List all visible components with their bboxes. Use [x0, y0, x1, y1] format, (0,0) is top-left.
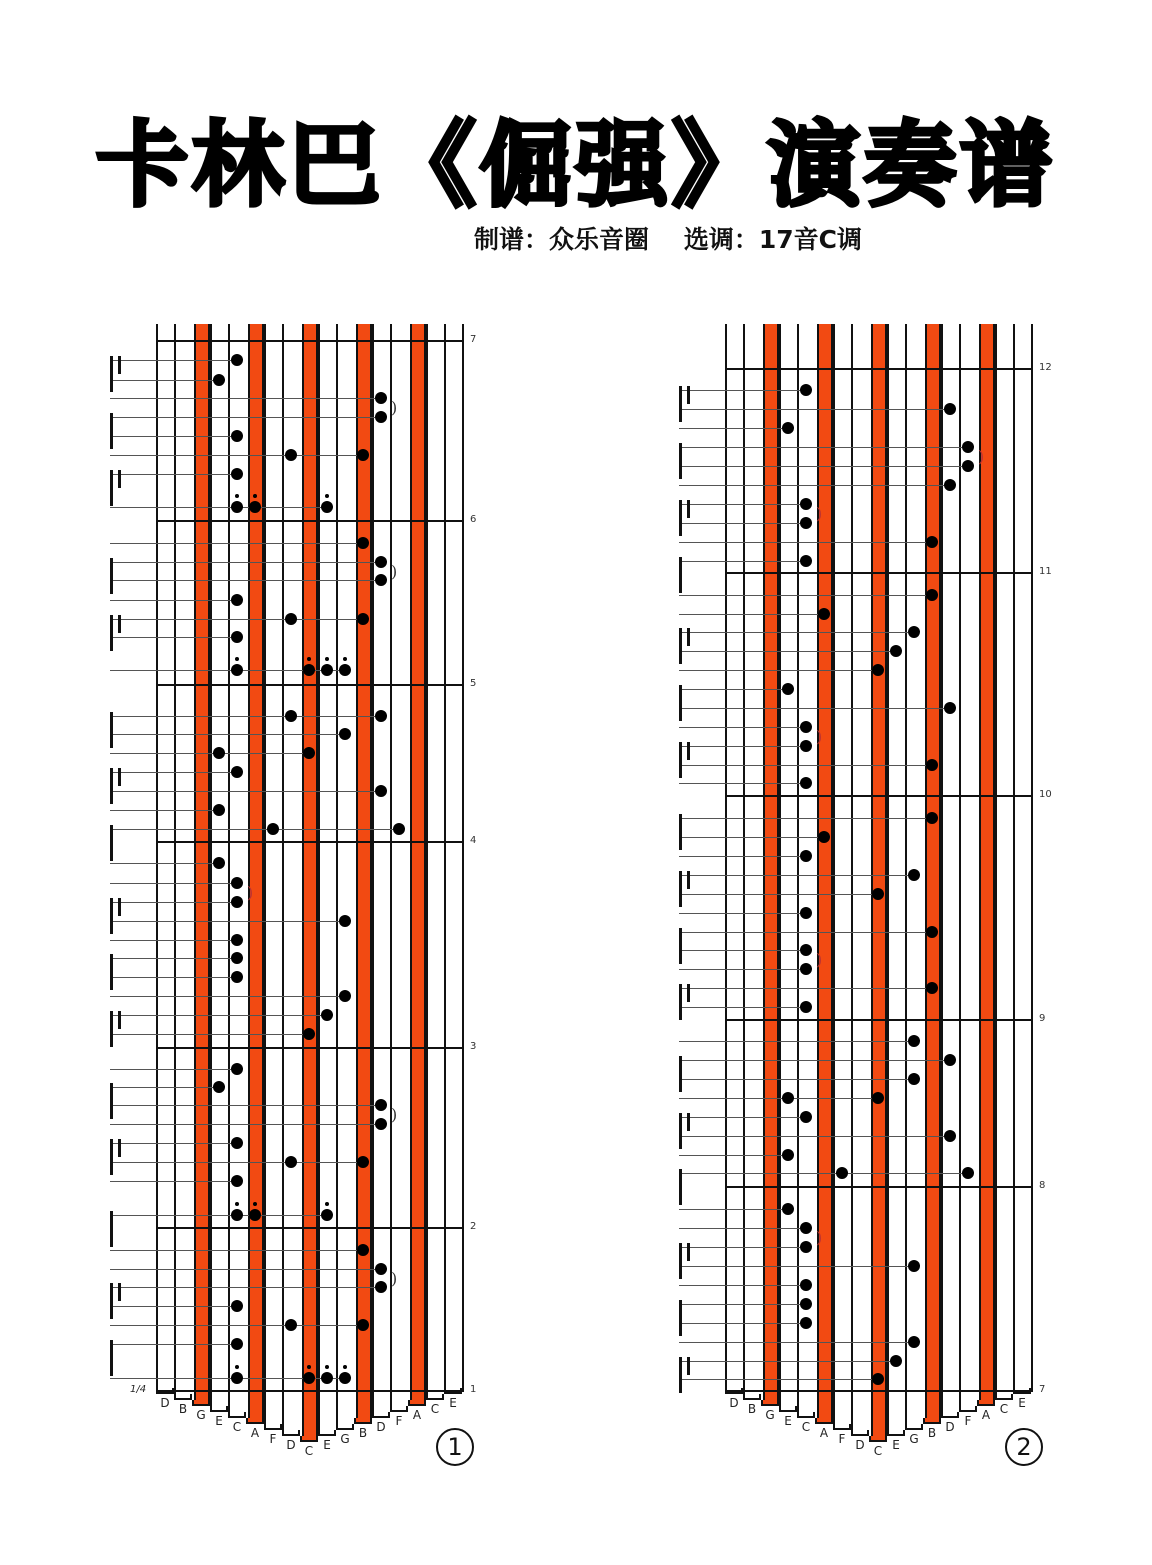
measure-number: 3 [470, 1041, 477, 1052]
measure-number: 5 [470, 678, 477, 689]
tine-label: F [838, 1432, 846, 1446]
beat-line [679, 1285, 800, 1286]
note-g [908, 869, 920, 881]
measure-number: 4 [470, 835, 477, 846]
rhythm-stem [679, 386, 682, 422]
tine-label: G [196, 1408, 206, 1422]
rhythm-beam [687, 386, 690, 404]
beat-line [679, 1007, 800, 1008]
rhythm-stem [679, 1300, 682, 1336]
beat-line [679, 1041, 908, 1042]
rhythm-stem [679, 1056, 682, 1092]
rhythm-stem [679, 814, 682, 850]
tine-label: A [819, 1426, 829, 1440]
measure-number: 8 [1039, 1180, 1046, 1191]
rhythm-beam [687, 742, 690, 760]
tine-label: A [981, 1408, 991, 1422]
note-d [944, 479, 956, 491]
tine-label: E [892, 1438, 900, 1452]
note-c [800, 721, 812, 733]
beat-line [679, 1342, 908, 1343]
rhythm-stem [679, 500, 682, 536]
rhythm-stem [679, 557, 682, 593]
beat-line [679, 651, 890, 652]
right-border [1031, 324, 1033, 1392]
beat-line [679, 409, 944, 410]
measure-number: 6 [470, 514, 477, 525]
tine-end [869, 1436, 887, 1442]
beat-line [679, 708, 944, 709]
beat-line [679, 595, 926, 596]
note-c [800, 1298, 812, 1310]
beat-line [679, 783, 800, 784]
note-f [836, 1167, 848, 1179]
beat-line [679, 632, 908, 633]
tine-label: G [340, 1432, 350, 1446]
rhythm-stem [679, 1169, 682, 1205]
tie-mark: ) [391, 1269, 398, 1288]
tine-label: G [765, 1408, 775, 1422]
beat-line [679, 1079, 908, 1080]
tine-label: F [269, 1432, 277, 1446]
beat-line [679, 950, 800, 951]
tine-label: D [729, 1396, 739, 1410]
note-c [800, 1222, 812, 1234]
tine-f-6 [833, 324, 851, 1428]
tine-label: A [412, 1408, 422, 1422]
tine-label: D [376, 1420, 386, 1434]
note-b [926, 589, 938, 601]
tine-f-13 [959, 324, 977, 1410]
rhythm-beam [687, 1243, 690, 1261]
tine-end [833, 1424, 851, 1430]
tine-e-16 [1013, 324, 1031, 1392]
beat-line [679, 561, 800, 562]
tine-label: E [784, 1414, 792, 1428]
note-c [800, 740, 812, 752]
tine-end [941, 1412, 959, 1418]
tine-label: D [855, 1438, 865, 1452]
rhythm-stem [679, 628, 682, 664]
tine-label: E [449, 1396, 457, 1410]
tine-end [923, 1418, 941, 1424]
tine-d-7 [851, 324, 869, 1434]
measure-number: 1 [470, 1384, 477, 1395]
rhythm-stem [679, 984, 682, 1020]
rhythm-beam [687, 1357, 690, 1375]
tine-label: C [801, 1420, 811, 1434]
rhythm-beam [687, 500, 690, 518]
note-d [944, 702, 956, 714]
measure-line [725, 795, 1033, 797]
note-c [800, 1279, 812, 1291]
rhythm-stem [679, 1357, 682, 1393]
measure-line [725, 572, 1033, 574]
tine-end [797, 1412, 815, 1418]
tine-end [977, 1400, 995, 1406]
tine-end [761, 1400, 779, 1406]
tie-mark: ) [247, 883, 254, 902]
tine-label: F [964, 1414, 972, 1428]
rhythm-stem [679, 443, 682, 479]
beat-line [679, 1379, 872, 1380]
arranger-key-info: 制谱：众乐音圈 选调：17音C调 [474, 225, 862, 254]
beat-line [679, 727, 800, 728]
tine-label: B [747, 1402, 757, 1416]
measure-number: 7 [1039, 1384, 1046, 1395]
tie-mark: ) [816, 950, 823, 969]
note-d [944, 1130, 956, 1142]
note-e [782, 1149, 794, 1161]
beat-line [679, 1209, 782, 1210]
tine-b-11 [925, 324, 941, 1422]
note-f [962, 441, 974, 453]
beat-line [679, 818, 926, 819]
note-c [872, 1092, 884, 1104]
note-e [782, 1203, 794, 1215]
tine-end [743, 1394, 761, 1400]
note-e [782, 683, 794, 695]
tie-mark: ) [816, 727, 823, 746]
tine-c-15 [995, 324, 1013, 1398]
tie-mark: ) [978, 447, 985, 466]
note-b [926, 536, 938, 548]
beat-line [679, 504, 800, 505]
note-b [926, 926, 938, 938]
beat-line [679, 614, 818, 615]
beat-line [679, 390, 800, 391]
note-g [908, 1035, 920, 1047]
measure-line [725, 1019, 1033, 1021]
tine-label: F [395, 1414, 403, 1428]
note-c [800, 1001, 812, 1013]
rhythm-beam [687, 871, 690, 889]
tine-label: B [178, 1402, 188, 1416]
tine-label: E [1018, 1396, 1026, 1410]
beat-line [679, 837, 818, 838]
beat-line [679, 988, 926, 989]
beat-line [679, 875, 908, 876]
note-c [872, 1373, 884, 1385]
tine-end [995, 1394, 1013, 1400]
measure-line [725, 1390, 1033, 1392]
beat-line [679, 1266, 908, 1267]
beat-line [679, 1136, 944, 1137]
note-c [800, 907, 812, 919]
note-c [800, 498, 812, 510]
tine-e-9 [887, 324, 905, 1434]
tie-mark: ) [391, 1105, 398, 1124]
tine-g-2 [763, 324, 779, 1404]
beat-line [679, 1323, 800, 1324]
note-e [890, 645, 902, 657]
note-d [944, 403, 956, 415]
tine-label: D [945, 1420, 955, 1434]
measure-number: 7 [470, 334, 477, 345]
beat-line [679, 1247, 800, 1248]
beat-line [679, 894, 872, 895]
note-c [872, 888, 884, 900]
rhythm-beam [687, 984, 690, 1002]
beat-line [679, 689, 782, 690]
beat-line [679, 1361, 890, 1362]
tine-label: G [909, 1432, 919, 1446]
measure-number: 10 [1039, 789, 1052, 800]
beat-line [679, 485, 944, 486]
rhythm-stem [679, 685, 682, 721]
beat-line [679, 447, 962, 448]
beat-line [679, 466, 962, 467]
note-b [926, 812, 938, 824]
tine-label: E [215, 1414, 223, 1428]
beat-line [679, 542, 926, 543]
note-g [908, 1073, 920, 1085]
measure-number: 9 [1039, 1013, 1046, 1024]
rhythm-stem [679, 1113, 682, 1149]
tine-label: D [286, 1438, 296, 1452]
rhythm-stem [679, 871, 682, 907]
measure-number: 2 [470, 1221, 477, 1232]
tine-label: B [358, 1426, 368, 1440]
tine-label: C [232, 1420, 242, 1434]
note-d [944, 1054, 956, 1066]
note-g [908, 1336, 920, 1348]
tine-label: A [250, 1426, 260, 1440]
tine-label: D [160, 1396, 170, 1410]
tine-a-5 [817, 324, 833, 1422]
note-c [800, 777, 812, 789]
note-c [800, 1241, 812, 1253]
note-e [782, 1092, 794, 1104]
note-f [962, 460, 974, 472]
tine-label: C [304, 1444, 314, 1458]
note-b [926, 982, 938, 994]
rhythm-beam [687, 1113, 690, 1131]
tie-mark: ) [391, 562, 398, 581]
measure-line [725, 368, 1033, 370]
tine-label: C [430, 1402, 440, 1416]
tine-c-8 [871, 324, 887, 1440]
note-f [962, 1167, 974, 1179]
note-g [908, 626, 920, 638]
note-e [782, 422, 794, 434]
tine-label: E [323, 1438, 331, 1452]
note-c [800, 944, 812, 956]
rhythm-stem [679, 742, 682, 778]
note-c [800, 555, 812, 567]
rhythm-stem [679, 928, 682, 964]
note-c [800, 1111, 812, 1123]
beat-line [679, 969, 800, 970]
tine-a-14 [979, 324, 995, 1404]
rhythm-stem [679, 1243, 682, 1279]
beat-line [679, 1060, 944, 1061]
measure-line [725, 1186, 1033, 1188]
beat-line [679, 1098, 872, 1099]
measure-number: 11 [1039, 566, 1052, 577]
beat-line [679, 670, 872, 671]
rhythm-beam [687, 628, 690, 646]
note-g [908, 1260, 920, 1272]
beat-line [679, 523, 800, 524]
tine-end [779, 1406, 797, 1412]
note-a [818, 608, 830, 620]
note-c [872, 664, 884, 676]
measure-number: 12 [1039, 362, 1052, 373]
note-e [890, 1355, 902, 1367]
note-c [800, 1317, 812, 1329]
tine-end [905, 1424, 923, 1430]
tie-mark: ) [391, 398, 398, 417]
note-c [800, 384, 812, 396]
time-signature: 1/4 [130, 1384, 147, 1395]
tine-end [851, 1430, 869, 1436]
beat-line [679, 1304, 800, 1305]
beat-line [679, 746, 800, 747]
note-c [800, 517, 812, 529]
beat-line [679, 428, 782, 429]
tine-label: B [927, 1426, 937, 1440]
page-number-badge: 2 [1005, 1428, 1043, 1466]
tine-end [887, 1430, 905, 1436]
beat-line [679, 913, 800, 914]
page-number-badge: 1 [436, 1428, 474, 1466]
note-c [800, 850, 812, 862]
note-a [818, 831, 830, 843]
tine-end [815, 1418, 833, 1424]
beat-line [679, 1228, 800, 1229]
beat-line [679, 856, 800, 857]
tine-label: C [999, 1402, 1009, 1416]
beat-line [679, 765, 926, 766]
tie-mark: ) [816, 504, 823, 523]
tie-mark: ) [816, 1228, 823, 1247]
tine-end [959, 1406, 977, 1412]
page-title: 卡林巴《倔强》演奏谱 [95, 112, 1056, 219]
note-b [926, 759, 938, 771]
beat-line [679, 932, 926, 933]
beat-line [679, 1155, 782, 1156]
beat-line [679, 1117, 800, 1118]
note-c [800, 963, 812, 975]
tine-label: C [873, 1444, 883, 1458]
beat-line [679, 1173, 962, 1174]
